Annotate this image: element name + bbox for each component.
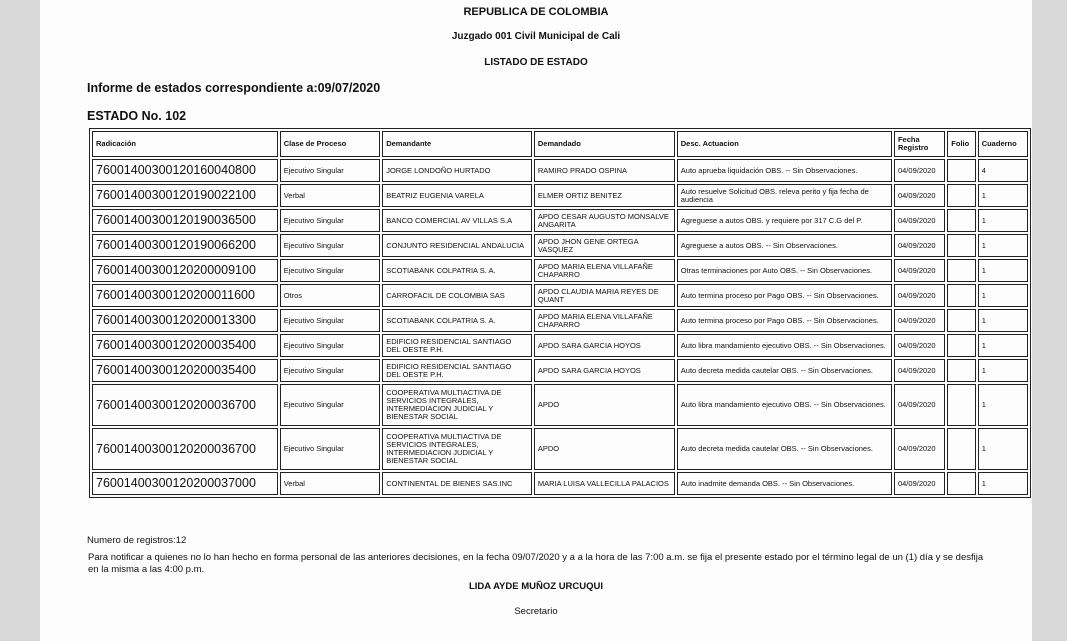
folio-cell bbox=[947, 384, 975, 426]
fecha-cell: 04/09/2020 bbox=[894, 384, 945, 426]
document-page bbox=[40, 0, 1032, 641]
demandante-cell: CONTINENTAL DE BIENES SAS.INC bbox=[382, 472, 532, 495]
clase-cell: Ejecutivo Singular bbox=[280, 334, 381, 357]
radicacion-cell: 76001400300120200011600 bbox=[92, 284, 278, 307]
record-count: Numero de registros:12 bbox=[87, 535, 187, 546]
descripcion-cell: Auto inadmite demanda OBS. -- Sin Observaciones. bbox=[677, 472, 892, 495]
demandado-cell: APDO CLAUDIA MARIA REYES DE QUANT bbox=[534, 284, 675, 307]
cuaderno-cell: 1 bbox=[978, 284, 1028, 307]
radicacion-cell: 76001400300120200037000 bbox=[92, 472, 278, 495]
radicacion-cell: 76001400300120160040800 bbox=[92, 159, 278, 182]
column-header: Fecha Registro bbox=[894, 131, 945, 157]
estado-table bbox=[89, 128, 1031, 498]
clase-cell: Ejecutivo Singular bbox=[280, 384, 381, 426]
radicacion-cell: 76001400300120200036700 bbox=[92, 384, 278, 426]
page-edge bbox=[1032, 0, 1067, 641]
clase-cell: Ejecutivo Singular bbox=[280, 159, 381, 182]
demandante-cell: JORGE LONDOÑO HURTADO bbox=[382, 159, 532, 182]
table-row bbox=[92, 284, 1028, 307]
clase-cell: Ejecutivo Singular bbox=[280, 259, 381, 282]
fecha-cell: 04/09/2020 bbox=[894, 359, 945, 382]
cuaderno-cell: 1 bbox=[978, 334, 1028, 357]
cuaderno-cell: 1 bbox=[978, 309, 1028, 332]
column-header: Radicación bbox=[92, 131, 278, 157]
demandante-cell: COOPERATIVA MULTIACTIVA DE SERVICIOS INTEGRALES, INTERMEDIACION JUDICIAL Y BIENESTAR SOCIAL bbox=[382, 384, 532, 426]
clase-cell: Ejecutivo Singular bbox=[280, 209, 381, 232]
radicacion-cell: 76001400300120200013300 bbox=[92, 309, 278, 332]
table-row bbox=[92, 259, 1028, 282]
cuaderno-cell: 1 bbox=[978, 472, 1028, 495]
demandado-cell: APDO JHON GENE ORTEGA VASQUEZ bbox=[534, 234, 675, 257]
descripcion-cell: Auto termina proceso por Pago OBS. -- Sin Observaciones. bbox=[677, 284, 892, 307]
cuaderno-cell: 1 bbox=[978, 384, 1028, 426]
demandado-cell: RAMIRO PRADO OSPINA bbox=[534, 159, 675, 182]
clase-cell: Ejecutivo Singular bbox=[280, 309, 381, 332]
column-header: Clase de Proceso bbox=[280, 131, 381, 157]
folio-cell bbox=[947, 359, 975, 382]
clase-cell: Ejecutivo Singular bbox=[280, 359, 381, 382]
folio-cell bbox=[947, 209, 975, 232]
demandante-cell: EDIFICIO RESIDENCIAL SANTIAGO DEL OESTE P.H. bbox=[382, 334, 532, 357]
column-header: Cuaderno bbox=[978, 131, 1028, 157]
radicacion-cell: 76001400300120200035400 bbox=[92, 334, 278, 357]
fecha-cell: 04/09/2020 bbox=[894, 259, 945, 282]
descripcion-cell: Agreguese a autos OBS. -- Sin Observaciones. bbox=[677, 234, 892, 257]
fecha-cell: 04/09/2020 bbox=[894, 209, 945, 232]
fecha-cell: 04/09/2020 bbox=[894, 334, 945, 357]
column-header: Demandado bbox=[534, 131, 675, 157]
table-row bbox=[92, 384, 1028, 426]
clase-cell: Verbal bbox=[280, 184, 381, 207]
country-heading: REPUBLICA DE COLOMBIA bbox=[463, 6, 609, 18]
descripcion-cell: Auto libra mandamiento ejecutivo OBS. -- Sin Observaciones. bbox=[677, 334, 892, 357]
table-row bbox=[92, 159, 1028, 182]
cuaderno-cell: 1 bbox=[978, 359, 1028, 382]
signer-role: Secretario bbox=[514, 606, 558, 617]
cuaderno-cell: 1 bbox=[978, 209, 1028, 232]
descripcion-cell: Auto decreta medida cautelar OBS. -- Sin Observaciones. bbox=[677, 359, 892, 382]
table-row bbox=[92, 359, 1028, 382]
fecha-cell: 04/09/2020 bbox=[894, 309, 945, 332]
demandante-cell: SCOTIABANK COLPATRIA S. A. bbox=[382, 309, 532, 332]
listing-title: LISTADO DE ESTADO bbox=[484, 57, 588, 68]
demandado-cell: APDO SARA GARCIA HOYOS bbox=[534, 359, 675, 382]
descripcion-cell: Otras terminaciones por Auto OBS. -- Sin Observaciones. bbox=[677, 259, 892, 282]
demandante-cell: EDIFICIO RESIDENCIAL SANTIAGO DEL OESTE P.H. bbox=[382, 359, 532, 382]
demandante-cell: BEATRIZ EUGENIA VARELA bbox=[382, 184, 532, 207]
descripcion-cell: Agreguese a autos OBS. y requiere por 317 C.G del P. bbox=[677, 209, 892, 232]
table-row bbox=[92, 209, 1028, 232]
demandado-cell: APDO bbox=[534, 384, 675, 426]
table-row bbox=[92, 472, 1028, 495]
demandante-cell: BANCO COMERCIAL AV VILLAS S.A bbox=[382, 209, 532, 232]
radicacion-cell: 76001400300120200035400 bbox=[92, 359, 278, 382]
demandante-cell: SCOTIABANK COLPATRIA S. A. bbox=[382, 259, 532, 282]
table-row bbox=[92, 309, 1028, 332]
folio-cell bbox=[947, 472, 975, 495]
demandado-cell: APDO SARA GARCIA HOYOS bbox=[534, 334, 675, 357]
demandante-cell: CONJUNTO RESIDENCIAL ANDALUCIA bbox=[382, 234, 532, 257]
radicacion-cell: 76001400300120200036700 bbox=[92, 428, 278, 470]
demandado-cell: APDO bbox=[534, 428, 675, 470]
fecha-cell: 04/09/2020 bbox=[894, 284, 945, 307]
radicacion-cell: 76001400300120190022100 bbox=[92, 184, 278, 207]
fecha-cell: 04/09/2020 bbox=[894, 472, 945, 495]
radicacion-cell: 76001400300120200009100 bbox=[92, 259, 278, 282]
estado-number: ESTADO No. 102 bbox=[87, 109, 187, 123]
folio-cell bbox=[947, 184, 975, 207]
radicacion-cell: 76001400300120190066200 bbox=[92, 234, 278, 257]
table-row bbox=[92, 428, 1028, 470]
demandado-cell: APDO CESAR AUGUSTO MONSALVE ANGARITA bbox=[534, 209, 675, 232]
table-row bbox=[92, 334, 1028, 357]
cuaderno-cell: 1 bbox=[978, 184, 1028, 207]
cuaderno-cell: 1 bbox=[978, 259, 1028, 282]
court-heading: Juzgado 001 Civil Municipal de Cali bbox=[451, 31, 621, 42]
table-row bbox=[92, 184, 1028, 207]
demandado-cell: ELMER ORTIZ BENITEZ bbox=[534, 184, 675, 207]
fecha-cell: 04/09/2020 bbox=[894, 159, 945, 182]
descripcion-cell: Auto resuelve Solicitud OBS. releva perito y fija fecha de audiencia bbox=[677, 184, 892, 207]
folio-cell bbox=[947, 159, 975, 182]
descripcion-cell: Auto termina proceso por Pago OBS. -- Sin Observaciones. bbox=[677, 309, 892, 332]
folio-cell bbox=[947, 284, 975, 307]
signer-name: LIDA AYDE MUÑOZ URCUQUI bbox=[468, 581, 604, 592]
fecha-cell: 04/09/2020 bbox=[894, 184, 945, 207]
demandado-cell: APDO MARIA ELENA VILLAFAÑE CHAPARRO bbox=[534, 309, 675, 332]
demandante-cell: CARROFACIL DE COLOMBIA SAS bbox=[382, 284, 532, 307]
column-header: Demandante bbox=[382, 131, 532, 157]
column-header: Folio bbox=[947, 131, 975, 157]
clase-cell: Otros bbox=[280, 284, 381, 307]
folio-cell bbox=[947, 334, 975, 357]
column-header: Desc. Actuacion bbox=[677, 131, 892, 157]
folio-cell bbox=[947, 309, 975, 332]
fecha-cell: 04/09/2020 bbox=[894, 234, 945, 257]
cuaderno-cell: 4 bbox=[978, 159, 1028, 182]
descripcion-cell: Auto aprueba liquidación OBS. -- Sin Observaciones. bbox=[677, 159, 892, 182]
demandante-cell: COOPERATIVA MULTIACTIVA DE SERVICIOS INTEGRALES, INTERMEDIACION JUDICIAL Y BIENESTAR SOCIAL bbox=[382, 428, 532, 470]
cuaderno-cell: 1 bbox=[978, 428, 1028, 470]
demandado-cell: APDO MARIA ELENA VILLAFAÑE CHAPARRO bbox=[534, 259, 675, 282]
folio-cell bbox=[947, 234, 975, 257]
demandado-cell: MARIA LUISA VALLECILLA PALACIOS bbox=[534, 472, 675, 495]
descripcion-cell: Auto libra mandamiento ejecutivo OBS. -- Sin Observaciones. bbox=[677, 384, 892, 426]
report-date-title: Informe de estados correspondiente a:09/07/2020 bbox=[87, 81, 381, 95]
clase-cell: Ejecutivo Singular bbox=[280, 234, 381, 257]
descripcion-cell: Auto decreta medida cautelar OBS. -- Sin Observaciones. bbox=[677, 428, 892, 470]
folio-cell bbox=[947, 428, 975, 470]
fecha-cell: 04/09/2020 bbox=[894, 428, 945, 470]
folio-cell bbox=[947, 259, 975, 282]
radicacion-cell: 76001400300120190036500 bbox=[92, 209, 278, 232]
notification-text: Para notificar a quienes no lo han hecho en forma personal de las anteriores decisiones, en la fecha 09/07/2020 y a a la hora de las 7:00 a.m. se fija el presente estado por el término legal de un (1) día y se desfija en la misma a las 4:00 p.m. bbox=[88, 552, 984, 575]
clase-cell: Ejecutivo Singular bbox=[280, 428, 381, 470]
table-row bbox=[92, 234, 1028, 257]
cuaderno-cell: 1 bbox=[978, 234, 1028, 257]
clase-cell: Verbal bbox=[280, 472, 381, 495]
table-header-row bbox=[92, 131, 1028, 157]
